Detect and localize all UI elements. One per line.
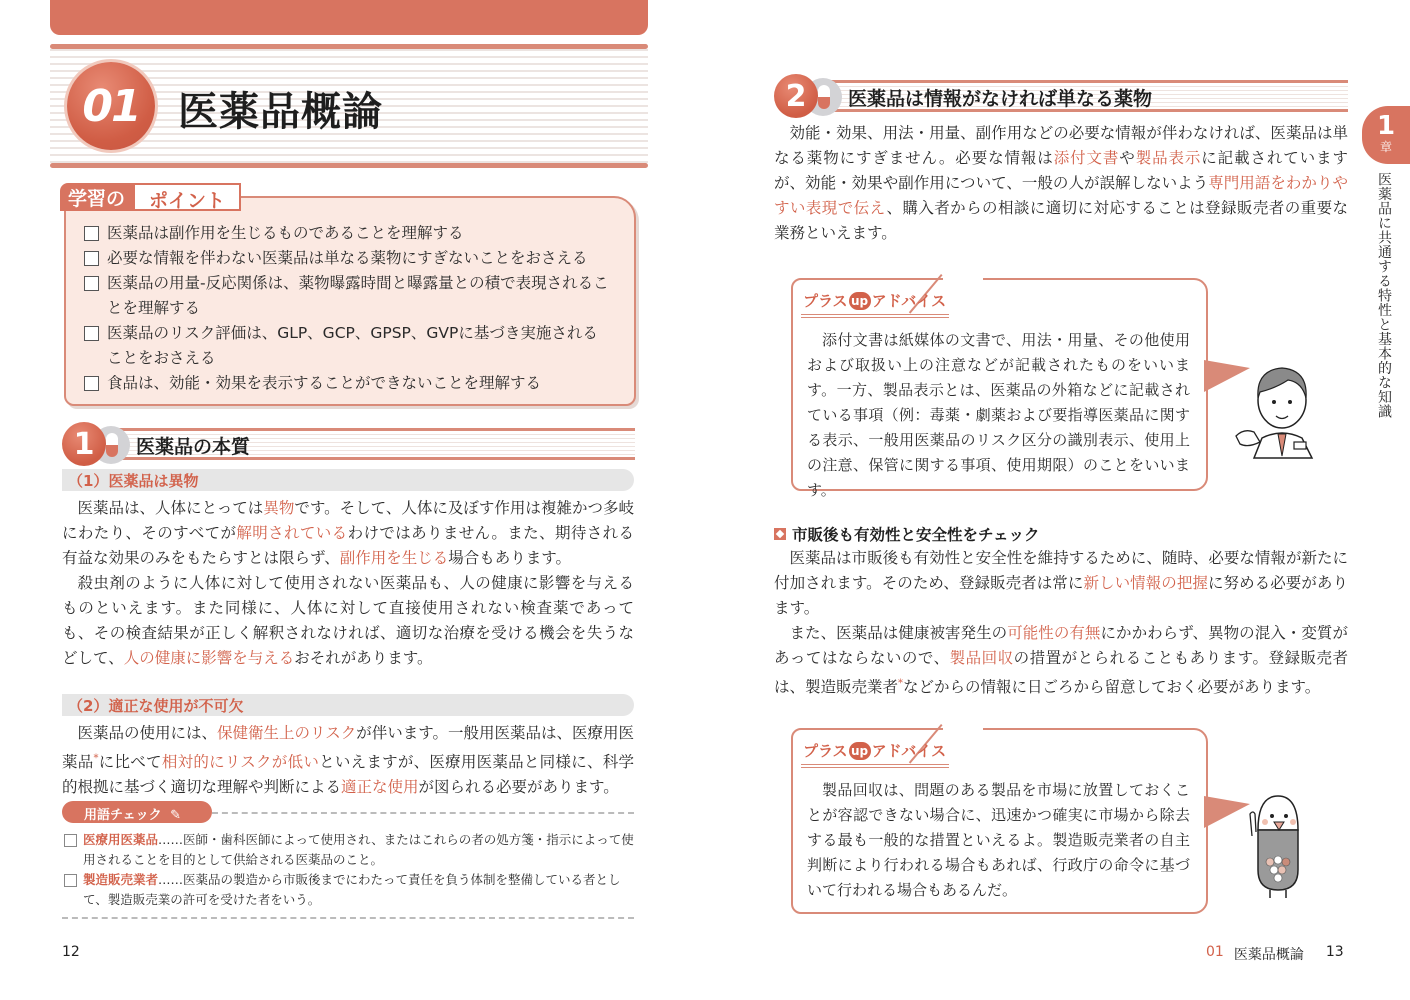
section-2-header: [774, 74, 1348, 118]
section-number-badge: 2: [774, 74, 818, 118]
highlighted-term: 製品回収: [949, 649, 1014, 667]
topic-body: [774, 546, 1348, 700]
capsule-mascot-illustration-icon: [1244, 790, 1308, 900]
glossary-item: 製造販売業者……医薬品の製造から市販後までにわたって責任を負う体制を整備している者として、製造販売業の許可を受けた者をいう。: [64, 870, 634, 910]
glossary-item: 医療用医薬品……医師・歯科医師によって使用され、またはこれらの者の処方箋・指示によって使用されることを目的として供給される医薬品のこと。: [64, 830, 634, 870]
subsection-1-body: [62, 496, 634, 671]
highlighted-term: 解明されている: [236, 524, 348, 542]
highlighted-term: 添付文書: [1053, 149, 1120, 167]
advice-text: 製品回収は、問題のある製品を市場に放置しておくことが容認できない場合に、迅速かつ確実に市場から除去する最も一般的な措置といえるよ。製造販売業者の自主判断により行われる場合もあれば、行政庁の命令に基づいて行われる場合もあるんだ。: [807, 781, 1190, 899]
section-number-badge: 1: [62, 422, 106, 466]
highlighted-term: 相対的にリスクが低い: [161, 753, 320, 772]
section-2-body: [774, 121, 1348, 246]
advice-header: プラス up アドバイス: [803, 292, 947, 310]
highlighted-term: 保健衛生上のリスク: [217, 724, 357, 742]
diamond-bullet-icon: [774, 528, 786, 540]
highlighted-term: 新しい情報の把握: [1083, 574, 1208, 592]
subsection-1-heading: （1）医薬品は異物: [62, 469, 634, 491]
chapter-side-label: 医薬品に共通する特性と基本的な知識: [1376, 172, 1392, 419]
highlighted-term: 異物: [263, 499, 295, 517]
highlighted-term: 添付文書: [822, 331, 884, 349]
section-title: 医薬品の本質: [136, 436, 251, 458]
pharmacist-illustration-icon: [1232, 358, 1332, 470]
dashed-divider: [212, 812, 634, 814]
checkbox-icon[interactable]: [84, 226, 99, 241]
paragraph: 医薬品は、人体にとっては異物です。そして、人体に及ぼす作用は複雑かつ多岐にわたり、そのすべてが解明されているわけではありません。また、期待される有益な効果のみをもたらすとは限らず、副作用を生じる場合もあります。: [62, 499, 634, 567]
learning-points-tag: [60, 183, 241, 211]
highlighted-term: 人の健康に影響を与える: [123, 649, 295, 667]
subsection-2-body: [62, 721, 634, 800]
footer-chapter-title: 医薬品概論: [1233, 947, 1304, 963]
highlighted-term: 製品表示: [1135, 149, 1202, 167]
learning-point: 医薬品のリスク評価は、GLP、GCP、GPSP、GVPに基づき実施されることをおさえる: [84, 321, 612, 371]
page-number-right: 13: [1325, 944, 1344, 960]
divider: [801, 764, 949, 768]
checkbox-icon[interactable]: [64, 874, 77, 887]
dashed-divider: [62, 917, 634, 919]
learning-point: 食品は、効能・効果を表示することができないことを理解する: [84, 371, 612, 396]
section-1-header: [62, 422, 635, 466]
chapter-number-badge: 01: [67, 62, 155, 150]
learning-points-box: [60, 180, 637, 408]
tag-label-2: ポイント: [135, 183, 241, 211]
learning-point: 医薬品の用量-反応関係は、薬物曝露時間と曝露量との積で表現されることを理解する: [84, 271, 612, 321]
glossary-tag: 用語チェック ✎: [62, 801, 212, 823]
paragraph: また、医薬品は健康被害発生の可能性の有無にかかわらず、異物の混入・変質があってはならないので、製品回収の措置がとられることもあります。登録販売者は、製造販売業者*などからの情報に日ごろから留意しておく必要があります。: [774, 624, 1348, 697]
glossary-list: [64, 830, 634, 910]
page-number-left: 12: [62, 944, 80, 960]
highlighted-term: 専門用語をわかりやすい表現で伝え: [774, 174, 1348, 217]
checkbox-icon[interactable]: [84, 376, 99, 391]
subsection-2-heading: （2）適正な使用が不可欠: [62, 694, 634, 716]
tag-label-1: 学習の: [60, 183, 135, 211]
learning-point: 医薬品は副作用を生じるものであることを理解する: [84, 221, 612, 246]
page-header-bar: [50, 0, 648, 35]
learning-points-list: [84, 221, 612, 396]
checkbox-icon[interactable]: [64, 834, 77, 847]
advice-box-1: [791, 278, 1208, 499]
section-title: 医薬品は情報がなければ単なる薬物: [848, 88, 1153, 110]
highlighted-term: 副作用を生じる: [339, 549, 449, 567]
divider: [50, 44, 648, 49]
divider: [50, 163, 648, 168]
up-badge: up: [849, 292, 871, 310]
highlighted-term: 迅速かつ確実に市場から除去する最も一般的: [807, 806, 1190, 849]
topic-heading: 市販後も有効性と安全性をチェック: [774, 523, 1040, 545]
pencil-icon: ✎: [170, 808, 182, 823]
highlighted-term: 適正な使用: [341, 778, 419, 797]
checkbox-icon[interactable]: [84, 326, 99, 341]
highlighted-term: 可能性の有無: [1007, 624, 1101, 642]
footer-chapter-number: 01: [1206, 944, 1224, 960]
highlighted-term: 製品表示: [882, 381, 945, 399]
paragraph: 医薬品は市販後も有効性と安全性を維持するために、随時、必要な情報が新たに付加されます。そのため、登録販売者は常に新しい情報の把握に努める必要があります。: [774, 549, 1348, 617]
advice-box-2: [791, 728, 1208, 914]
paragraph: 効能・効果、用法・用量、副作用などの必要な情報が伴わなければ、医薬品は単なる薬物にすぎません。必要な情報は添付文書や製品表示に記載されていますが、効能・効果や副作用について、一般の人が誤解しないよう専門用語をわかりやすい表現で伝え、購入者からの相談に適切に対応することは登録販売者の重要な業務といえます。: [774, 124, 1348, 242]
chapter-side-tab[interactable]: 1 章: [1362, 106, 1410, 164]
up-badge: up: [849, 742, 871, 760]
advice-header: プラス up アドバイス: [803, 742, 947, 760]
page-footer-right: [1206, 944, 1344, 964]
checkbox-icon[interactable]: [84, 251, 99, 266]
advice-text: 添付文書は紙媒体の文書で、用法・用量、その他使用および取扱い上の注意などが記載されたものをいいます。一方、製品表示とは、医薬品の外箱などに記載されている事項（例：毒薬・劇薬および要指導医薬品に関する表示、一般用医薬品のリスク区分の識別表示、使用上の注意、保管に関する事項、使用期限）のことをいいます。: [807, 331, 1190, 499]
chapter-title: 医薬品概論: [178, 89, 383, 135]
learning-point: 必要な情報を伴わない医薬品は単なる薬物にすぎないことをおさえる: [84, 246, 612, 271]
divider: [801, 314, 949, 318]
paragraph: 殺虫剤のように人体に対して使用されない医薬品も、人の健康に影響を与えるものといえます。また同様に、人体に対して直接使用されない検査薬であっても、その検査結果が正しく解釈されなければ、適切な治療を受ける機会を失うなどして、人の健康に影響を与えるおそれがあります。: [62, 574, 634, 667]
chapter-title-band: [50, 44, 648, 168]
checkbox-icon[interactable]: [84, 276, 99, 291]
paragraph: 医薬品の使用には、保健衛生上のリスクが伴います。一般用医薬品は、医療用医薬品*に比べて相対的にリスクが低いといえますが、医療用医薬品と同様に、科学的根拠に基づく適切な理解や判断による適正な使用が図られる必要があります。: [62, 724, 634, 797]
